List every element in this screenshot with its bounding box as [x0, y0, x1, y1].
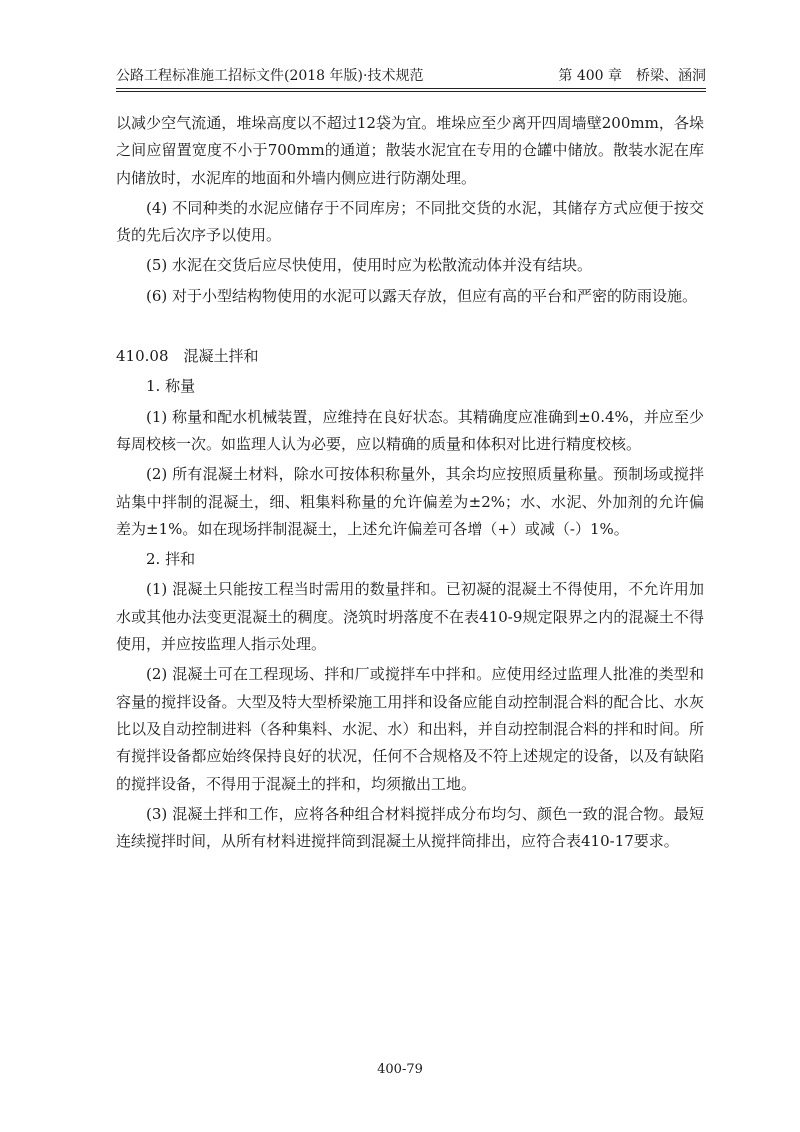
body-paragraph: (5) 水泥在交货后应尽快使用，使用时应为松散流动体并没有结块。: [146, 256, 593, 275]
body-paragraph: (3) 混凝土拌和工作，应将各种组合材料搅拌成分布均匀、颜色一致的混合物。最短连续搅拌时间，从所有材料进搅拌筒到混凝土从搅拌筒排出，应符合表410-17要求。: [116, 804, 704, 851]
body-paragraph: (4) 不同种类的水泥应储存于不同库房；不同批交货的水泥，其储存方式应便于按交货的先后次序予以使用。: [116, 198, 704, 245]
header-rule-thick: [116, 88, 706, 89]
page-number: 400-79: [377, 1062, 423, 1077]
page-body: [116, 110, 704, 858]
section-heading: 410.08 混凝土拌和: [116, 347, 259, 366]
header-rule-thin: [116, 91, 706, 92]
body-paragraph: (6) 对于小型结构物使用的水泥可以露天存放，但应有高的平台和严密的防雨设施。: [146, 286, 698, 305]
body-paragraph: (1) 称量和配水机械装置，应维持在良好状态。其精确度应准确到±0.4%，并应至少每周校核一次。如监理人认为必要，应以精确的质量和体积对比进行精度校核。: [116, 407, 704, 453]
header-document-title: 公路工程标准施工招标文件(2018 年版)·技术规范: [116, 68, 424, 84]
body-paragraph: (2) 混凝土可在工程现场、拌和厂或搅拌车中拌和。应使用经过监理人批准的类型和容量的搅拌设备。大型及特大型桥梁施工用拌和设备应能自动控制混合料的配合比、水灰比以及自动控制进料（各种集料、水泥、水）和出料，并自动控制混合料的拌和时间。所有搅拌设备都应始终保持良好的状况，任何不合规格及不符上述规定的设备，以及有缺陷的搅拌设备，不得用于混凝土的拌和，均须撤出工地。: [116, 665, 704, 793]
subsection-heading: 1. 称量: [146, 377, 196, 396]
body-paragraph: 以减少空气流通，堆垛高度以不超过12袋为宜。堆垛应至少离开四周墙壁200mm，各垛之间应留置宽度不小于700mm的通道；散装水泥宜在专用的仓罐中储放。散装水泥在库内储放时，水泥库的地面和外墙内侧应进行防潮处理。: [116, 114, 704, 187]
header-chapter-title: 第 400 章 桥梁、涵洞: [558, 68, 706, 84]
body-paragraph: (2) 所有混凝土材料，除水可按体积称量外，其余均应按照质量称量。预制场或搅拌站集中拌制的混凝土，细、粗集料称量的允许偏差为±2%；水、水泥、外加剂的允许偏差为±1%。如在现场拌制混凝土，上述允许偏差可各增（+）或减（-）1%。: [116, 465, 704, 538]
body-paragraph: (1) 混凝土只能按工程当时需用的数量拌和。已初凝的混凝土不得使用，不允许用加水或其他办法变更混凝土的稠度。浇筑时坍落度不在表410-9规定限界之内的混凝土不得使用，并应按监理人指示处理。: [116, 580, 704, 654]
running-header: [116, 60, 706, 90]
subsection-heading: 2. 拌和: [146, 550, 196, 569]
